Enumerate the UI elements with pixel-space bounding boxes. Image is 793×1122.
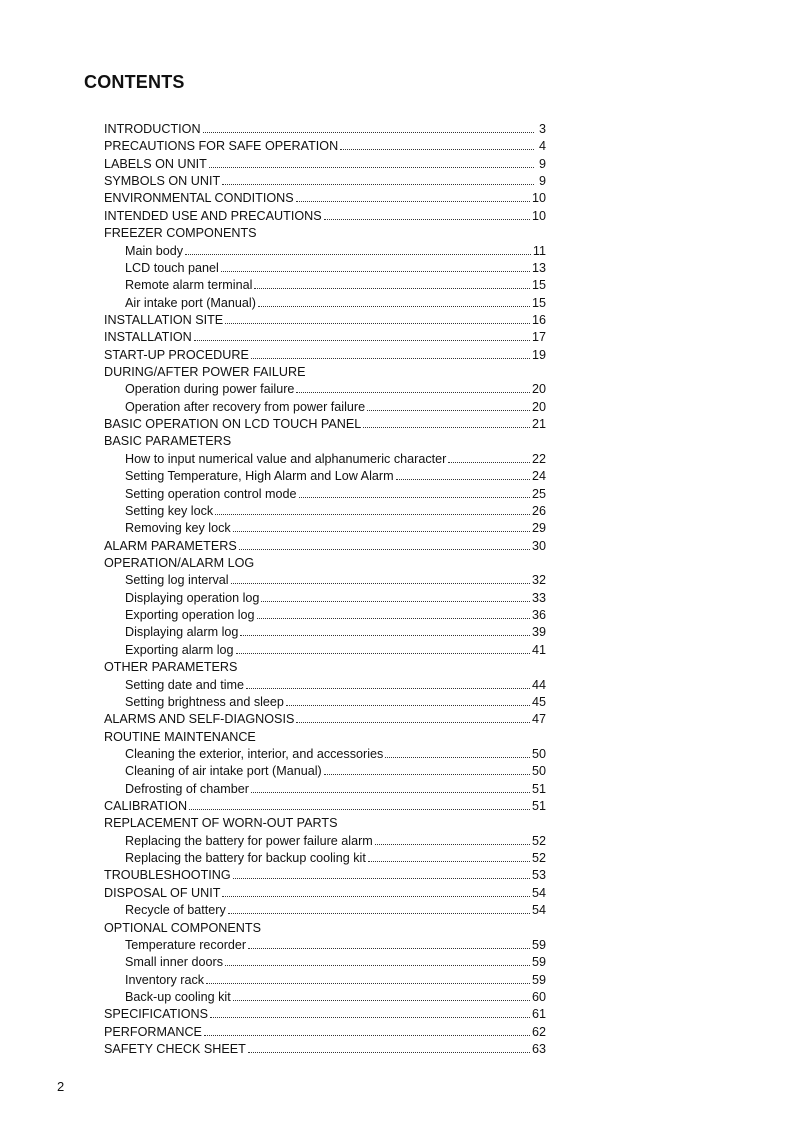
- toc-leader-dots: [225, 313, 530, 324]
- toc-entry-label: Cleaning of air intake port (Manual): [125, 764, 322, 779]
- toc-leader-dots: [261, 591, 530, 602]
- toc-leader-dots: [222, 886, 530, 897]
- toc-entry-label: Displaying operation log: [125, 590, 260, 605]
- toc-entry-label: SPECIFICATIONS: [104, 1007, 209, 1022]
- toc-subentry: [104, 746, 546, 763]
- toc-entry: [104, 329, 546, 346]
- toc-entry-page: 39: [531, 625, 546, 640]
- toc-entry-label: Recycle of battery: [125, 903, 226, 918]
- toc-entry: [104, 156, 546, 173]
- toc-subentry: [104, 677, 546, 694]
- toc-leader-dots: [367, 400, 530, 411]
- toc-entry: [104, 867, 546, 884]
- toc-entry: [104, 416, 546, 433]
- toc-entry-page: 25: [531, 486, 546, 501]
- toc-entry-label: DISPOSAL OF UNIT: [104, 885, 221, 900]
- toc-entry-page: 20: [531, 399, 546, 414]
- toc-entry-page: 60: [531, 989, 546, 1004]
- toc-entry-label: Setting key lock: [125, 503, 214, 518]
- toc-leader-dots: [254, 278, 530, 289]
- toc-entry-page: 45: [531, 694, 546, 709]
- toc-subentry: [104, 277, 546, 294]
- toc-leader-dots: [233, 990, 530, 1001]
- toc-leader-dots: [396, 469, 530, 480]
- page-number: 2: [57, 1079, 65, 1094]
- toc-leader-dots: [340, 139, 534, 150]
- toc-entry-label: BASIC PARAMETERS: [104, 434, 232, 449]
- toc-entry: [104, 190, 546, 207]
- toc-leader-dots: [194, 330, 530, 341]
- toc-entry-label: CALIBRATION: [104, 799, 188, 814]
- toc-entry-page: 24: [531, 469, 546, 484]
- toc-leader-dots: [324, 209, 530, 220]
- toc-subentry: [104, 954, 546, 971]
- toc-entry-label: How to input numerical value and alphanumeric character: [125, 451, 447, 466]
- toc-entry-label: Operation during power failure: [125, 382, 295, 397]
- toc-entry: [104, 729, 546, 746]
- toc-entry: [104, 538, 546, 555]
- toc-leader-dots: [210, 1007, 530, 1018]
- toc-entry-page: 54: [531, 885, 546, 900]
- toc-entry-label: Replacing the battery for power failure alarm: [125, 833, 373, 848]
- toc-entry: [104, 121, 546, 138]
- toc-leader-dots: [239, 539, 530, 550]
- toc-entry: [104, 659, 546, 676]
- toc-entry-page: 61: [531, 1007, 546, 1022]
- toc-subentry: [104, 468, 546, 485]
- toc-entry-page: 41: [531, 642, 546, 657]
- toc-entry-label: REPLACEMENT OF WORN-OUT PARTS: [104, 816, 338, 831]
- toc-leader-dots: [233, 521, 530, 532]
- toc-entry-label: OPTIONAL COMPONENTS: [104, 920, 261, 935]
- toc-entry: [104, 225, 546, 242]
- toc-entry-page: 13: [531, 260, 546, 275]
- toc-subentry: [104, 781, 546, 798]
- toc-subentry: [104, 624, 546, 641]
- toc-subentry: [104, 642, 546, 659]
- toc-subentry: [104, 295, 546, 312]
- toc-leader-dots: [251, 348, 530, 359]
- toc-entry-page: 63: [531, 1042, 546, 1057]
- toc-entry-page: 47: [531, 712, 546, 727]
- toc-entry-page: 36: [531, 608, 546, 623]
- toc-entry-label: Operation after recovery from power failure: [125, 399, 366, 414]
- toc-leader-dots: [231, 573, 530, 584]
- toc-leader-dots: [324, 764, 530, 775]
- toc-entry-label: Displaying alarm log: [125, 625, 239, 640]
- toc-entry: [104, 711, 546, 728]
- toc-entry-page: 53: [531, 868, 546, 883]
- toc-entry-page: 9: [538, 156, 546, 171]
- toc-leader-dots: [240, 625, 530, 636]
- toc-leader-dots: [286, 695, 530, 706]
- toc-leader-dots: [222, 174, 534, 185]
- toc-subentry: [104, 260, 546, 277]
- toc-subentry: [104, 607, 546, 624]
- toc-entry-page: 59: [531, 955, 546, 970]
- toc-entry-label: PERFORMANCE: [104, 1024, 202, 1039]
- toc-entry-label: OTHER PARAMETERS: [104, 660, 238, 675]
- toc-entry-page: 54: [531, 903, 546, 918]
- toc-entry-page: 11: [532, 243, 546, 258]
- toc-entry-page: 62: [531, 1024, 546, 1039]
- toc-entry-label: Setting operation control mode: [125, 486, 297, 501]
- toc-entry: [104, 364, 546, 381]
- toc-entry-label: SAFETY CHECK SHEET: [104, 1042, 246, 1057]
- toc-entry: [104, 1041, 546, 1058]
- toc-entry: [104, 173, 546, 190]
- toc-entry-page: 10: [531, 208, 546, 223]
- toc-leader-dots: [204, 1025, 530, 1036]
- toc-subentry: [104, 763, 546, 780]
- toc-subentry: [104, 572, 546, 589]
- toc-entry: [104, 920, 546, 937]
- toc-leader-dots: [299, 487, 530, 498]
- toc-entry-label: Back-up cooling kit: [125, 989, 231, 1004]
- page-title: CONTENTS: [84, 72, 185, 92]
- toc-subentry: [104, 590, 546, 607]
- toc-leader-dots: [236, 643, 530, 654]
- toc-subentry: [104, 520, 546, 537]
- toc-entry-page: 4: [538, 139, 546, 154]
- toc-entry-label: ENVIRONMENTAL CONDITIONS: [104, 191, 294, 206]
- toc-subentry: [104, 243, 546, 260]
- toc-entry-page: 22: [531, 451, 546, 466]
- toc-entry-label: OPERATION/ALARM LOG: [104, 555, 255, 570]
- toc-entry: [104, 798, 546, 815]
- toc-entry-label: START-UP PROCEDURE: [104, 347, 249, 362]
- toc-entry-page: 20: [531, 382, 546, 397]
- toc-entry-label: INSTALLATION: [104, 330, 192, 345]
- toc-leader-dots: [228, 903, 530, 914]
- toc-leader-dots: [203, 122, 534, 133]
- toc-leader-dots: [233, 868, 530, 879]
- toc-leader-dots: [248, 1042, 530, 1053]
- toc-entry-label: Setting Temperature, High Alarm and Low Alarm: [125, 469, 394, 484]
- toc-subentry: [104, 989, 546, 1006]
- toc-entry-label: BASIC OPERATION ON LCD TOUCH PANEL: [104, 417, 362, 432]
- toc-leader-dots: [225, 955, 530, 966]
- toc-leader-dots: [209, 157, 534, 168]
- toc-subentry: [104, 937, 546, 954]
- toc-leader-dots: [363, 417, 530, 428]
- toc-entry-page: 51: [531, 781, 546, 796]
- toc-entry-label: Exporting operation log: [125, 608, 255, 623]
- toc-entry-page: 52: [531, 851, 546, 866]
- toc-entry-page: 30: [531, 538, 546, 553]
- toc-leader-dots: [189, 799, 530, 810]
- toc-entry-label: Exporting alarm log: [125, 642, 234, 657]
- toc-entry-page: 29: [531, 521, 546, 536]
- toc-entry-label: Small inner doors: [125, 955, 223, 970]
- toc-leader-dots: [385, 747, 530, 758]
- toc-entry-label: Remote alarm terminal: [125, 278, 253, 293]
- toc-subentry: [104, 503, 546, 520]
- toc-entry-page: 50: [531, 746, 546, 761]
- toc-leader-dots: [251, 782, 530, 793]
- toc-entry-page: 33: [531, 590, 546, 605]
- toc-entry-label: INSTALLATION SITE: [104, 312, 224, 327]
- toc-entry-label: Defrosting of chamber: [125, 781, 249, 796]
- toc-entry: [104, 885, 546, 902]
- toc-subentry: [104, 486, 546, 503]
- toc-entry-label: Setting log interval: [125, 573, 229, 588]
- toc-leader-dots: [296, 191, 530, 202]
- toc-entry-page: 21: [531, 417, 546, 432]
- toc-entry-page: 19: [531, 347, 546, 362]
- toc-subentry: [104, 381, 546, 398]
- toc-entry-label: Cleaning the exterior, interior, and accessories: [125, 746, 384, 761]
- toc-entry-page: 51: [531, 799, 546, 814]
- toc-entry-label: Removing key lock: [125, 521, 231, 536]
- toc-leader-dots: [258, 296, 530, 307]
- toc-entry: [104, 312, 546, 329]
- toc-entry-page: 59: [531, 972, 546, 987]
- toc-entry-page: 15: [531, 278, 546, 293]
- toc-entry: [104, 1006, 546, 1023]
- toc-entry-page: 50: [531, 764, 546, 779]
- toc-entry-page: 52: [531, 833, 546, 848]
- toc-leader-dots: [296, 712, 530, 723]
- toc-subentry: [104, 399, 546, 416]
- toc-leader-dots: [375, 834, 530, 845]
- toc-entry-label: INTENDED USE AND PRECAUTIONS: [104, 208, 322, 223]
- toc-entry-label: Main body: [125, 243, 184, 258]
- toc-entry-page: 59: [531, 937, 546, 952]
- toc-entry-label: Setting date and time: [125, 677, 245, 692]
- toc-entry-label: LABELS ON UNIT: [104, 156, 207, 171]
- toc-entry: [104, 555, 546, 572]
- toc-entry-label: INTRODUCTION: [104, 122, 201, 136]
- toc-entry-label: ROUTINE MAINTENANCE: [104, 729, 256, 744]
- toc-entry-label: Air intake port (Manual): [125, 295, 256, 310]
- toc-entry-page: 26: [531, 503, 546, 518]
- toc-entry-page: 15: [531, 295, 546, 310]
- toc-entry-label: ALARM PARAMETERS: [104, 538, 237, 553]
- toc-entry-page: 3: [538, 122, 546, 136]
- toc-leader-dots: [248, 938, 530, 949]
- toc-leader-dots: [448, 452, 530, 463]
- toc-entry-label: TROUBLESHOOTING: [104, 868, 231, 883]
- toc-leader-dots: [206, 973, 530, 984]
- toc-leader-dots: [257, 608, 530, 619]
- toc-entry-page: 32: [531, 573, 546, 588]
- toc-entry-page: 44: [531, 677, 546, 692]
- toc-entry-label: Setting brightness and sleep: [125, 694, 284, 709]
- toc-entry: [104, 1024, 546, 1041]
- toc-entry-label: Replacing the battery for backup cooling kit: [125, 851, 366, 866]
- toc-leader-dots: [215, 504, 530, 515]
- table-of-contents: [104, 121, 546, 1058]
- toc-entry-page: 17: [531, 330, 546, 345]
- toc-subentry: [104, 972, 546, 989]
- toc-entry-label: LCD touch panel: [125, 260, 219, 275]
- toc-entry: [104, 138, 546, 155]
- toc-leader-dots: [246, 678, 530, 689]
- toc-entry: [104, 208, 546, 225]
- toc-entry-page: 9: [538, 174, 546, 189]
- toc-subentry: [104, 451, 546, 468]
- toc-leader-dots: [296, 382, 530, 393]
- toc-leader-dots: [368, 851, 530, 862]
- toc-entry: [104, 433, 546, 450]
- toc-entry: [104, 815, 546, 832]
- toc-leader-dots: [221, 261, 530, 272]
- toc-subentry: [104, 833, 546, 850]
- toc-subentry: [104, 850, 546, 867]
- toc-leader-dots: [185, 244, 531, 255]
- toc-entry-label: Temperature recorder: [125, 937, 247, 952]
- toc-subentry: [104, 902, 546, 919]
- toc-entry: [104, 347, 546, 364]
- toc-entry-label: ALARMS AND SELF-DIAGNOSIS: [104, 712, 295, 727]
- toc-entry-label: PRECAUTIONS FOR SAFE OPERATION: [104, 139, 339, 154]
- toc-entry-label: DURING/AFTER POWER FAILURE: [104, 365, 306, 380]
- toc-entry-page: 10: [531, 191, 546, 206]
- toc-subentry: [104, 694, 546, 711]
- toc-entry-page: 16: [531, 312, 546, 327]
- toc-entry-label: FREEZER COMPONENTS: [104, 226, 257, 241]
- toc-entry-label: Inventory rack: [125, 972, 205, 987]
- toc-entry-label: SYMBOLS ON UNIT: [104, 174, 221, 189]
